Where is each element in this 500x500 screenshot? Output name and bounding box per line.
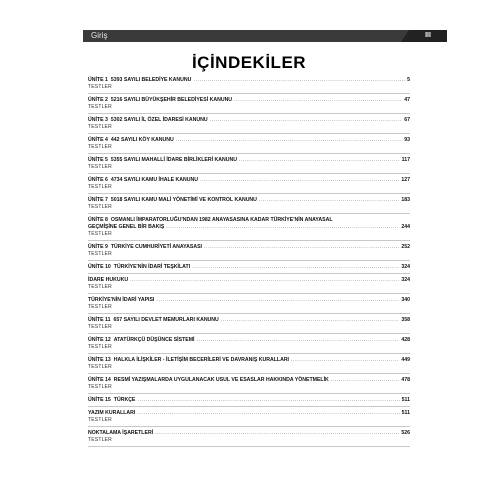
toc-leader-dots: [221, 317, 400, 324]
toc-line: [88, 377, 410, 384]
toc-leader-dots: [204, 244, 399, 251]
toc-title: GEÇMİŞİNE GENEL BİR BAKIŞ: [88, 224, 165, 230]
page-number-roman: III: [409, 30, 447, 42]
toc-line: [88, 264, 410, 271]
toc-leader-dots: [200, 177, 399, 184]
toc-leader-dots: [331, 377, 400, 384]
toc-entry[interactable]: [88, 94, 410, 114]
toc-line: [88, 177, 410, 184]
toc-leader-dots: [176, 137, 402, 144]
toc-entry[interactable]: [88, 174, 410, 194]
toc-unit-label: ÜNİTE 1: [88, 77, 108, 83]
toc-tests-label: TESTLER: [88, 304, 112, 310]
toc-leader-dots: [193, 77, 405, 84]
toc-tests-label: TESTLER: [88, 164, 112, 170]
toc-line: [88, 224, 410, 231]
toc-tests-label: TESTLER: [88, 384, 112, 390]
toc-title: 5302 SAYILI İL ÖZEL İDARESİ KANUNU: [110, 117, 208, 123]
toc-unit-label: ÜNİTE 7: [88, 197, 108, 203]
toc-page-number: 117: [401, 157, 410, 163]
toc-tests-label: TESTLER: [88, 84, 112, 90]
toc-list: [88, 74, 410, 447]
toc-entry[interactable]: [88, 261, 410, 274]
toc-title: NOKTALAMA İŞARETLERİ: [88, 430, 154, 436]
toc-line: [88, 397, 410, 404]
toc-line: [88, 97, 410, 104]
toc-line: [88, 197, 410, 204]
toc-page-number: 47: [404, 97, 410, 103]
toc-title: İDARE HUKUKU: [88, 277, 129, 283]
toc-entry[interactable]: [88, 194, 410, 214]
toc-title: HALKLA İLİŞKİLER - İLETİŞİM BECERİLERİ VE DAVRANIŞ KURALLARI: [113, 357, 290, 363]
toc-leader-dots: [196, 337, 399, 344]
toc-page-number: 252: [401, 244, 410, 250]
toc-tests-label: TESTLER: [88, 364, 112, 370]
toc-tests-label: TESTLER: [88, 251, 112, 257]
toc-leader-dots: [192, 264, 399, 271]
toc-entry[interactable]: [88, 354, 410, 374]
toc-page-number: 511: [401, 397, 410, 403]
section-label: Giriş: [91, 31, 108, 40]
toc-unit-label: ÜNİTE 4: [88, 137, 108, 143]
toc-unit-label: ÜNİTE 10: [88, 264, 111, 270]
toc-title: 5216 SAYILI BÜYÜKŞEHİR BELEDİYESİ KANUNU: [110, 97, 233, 103]
toc-title: RESMİ YAZIŞMALARDA UYGULANACAK USUL VE ESASLAR HAKKINDA YÖNETMELİK: [113, 377, 329, 383]
toc-page-number: 127: [401, 177, 410, 183]
toc-unit-label: ÜNİTE 13: [88, 357, 111, 363]
toc-leader-dots: [156, 297, 399, 304]
toc-page-number: 93: [404, 137, 410, 143]
toc-leader-dots: [166, 224, 399, 231]
toc-unit-label: ÜNİTE 11: [88, 317, 111, 323]
toc-title: 5393 SAYILI BELEDİYE KANUNU: [110, 77, 192, 83]
toc-tests-label: TESTLER: [88, 184, 112, 190]
toc-leader-dots: [239, 157, 400, 164]
toc-line: [88, 137, 410, 144]
toc-tests-label: TESTLER: [88, 124, 112, 130]
toc-title: TÜRKİYE CUMHURİYETİ ANAYASASI: [110, 244, 202, 250]
toc-entry[interactable]: [88, 134, 410, 154]
toc-tests-label: TESTLER: [88, 104, 112, 110]
toc-page-number: 67: [404, 117, 410, 123]
toc-leader-dots: [291, 357, 399, 364]
toc-leader-dots: [259, 197, 399, 204]
toc-title: YAZIM KURALLARI: [88, 410, 136, 416]
toc-page-number: 526: [401, 430, 410, 436]
toc-entry[interactable]: [88, 214, 410, 241]
toc-tests-label: TESTLER: [88, 344, 112, 350]
toc-page: [88, 30, 431, 447]
toc-title: 657 SAYILI DEVLET MEMURLARI KANUNU: [113, 317, 219, 323]
toc-page-number: 511: [401, 410, 410, 416]
toc-tests-label: TESTLER: [88, 417, 112, 423]
toc-entry[interactable]: [88, 114, 410, 134]
toc-tests-label: TESTLER: [88, 324, 112, 330]
toc-tests-label: TESTLER: [88, 231, 112, 237]
header-notch: [401, 30, 409, 42]
page-title: İÇİNDEKİLER: [191, 53, 307, 72]
toc-line: [88, 157, 410, 164]
toc-unit-label: ÜNİTE 14: [88, 377, 111, 383]
toc-entry[interactable]: [88, 407, 410, 427]
toc-leader-dots: [137, 397, 399, 404]
toc-page-number: 324: [401, 277, 410, 283]
toc-leader-dots: [137, 410, 399, 417]
toc-unit-label: ÜNİTE 8: [88, 217, 108, 223]
toc-line: [88, 297, 410, 304]
toc-title: ATATÜRKÇÜ DÜŞÜNCE SİSTEMİ: [113, 337, 195, 343]
toc-title: TÜRKÇE: [113, 397, 136, 403]
toc-unit-label: ÜNİTE 12: [88, 337, 111, 343]
toc-page-number: 478: [401, 377, 410, 383]
toc-line: [88, 430, 410, 437]
toc-page-number: 5: [407, 77, 410, 83]
toc-page-number: 183: [401, 197, 410, 203]
toc-title: TÜRKİYE'NİN İDARİ YAPISI: [88, 297, 155, 303]
toc-page-number: 244: [401, 224, 410, 230]
toc-title: 4734 SAYILI KAMU İHALE KANUNU: [110, 177, 199, 183]
toc-leader-dots: [155, 430, 399, 437]
toc-entry[interactable]: [88, 334, 410, 354]
toc-title: 442 SAYILI KÖY KANUNU: [110, 137, 174, 143]
toc-entry[interactable]: [88, 427, 410, 447]
toc-leader-dots: [234, 97, 402, 104]
toc-line: [88, 357, 410, 364]
toc-line: [88, 244, 410, 251]
toc-line: [88, 337, 410, 344]
toc-line: [88, 317, 410, 324]
toc-unit-label: ÜNİTE 6: [88, 177, 108, 183]
toc-unit-label: ÜNİTE 5: [88, 157, 108, 163]
toc-page-number: 428: [401, 337, 410, 343]
toc-entry[interactable]: [88, 294, 410, 314]
toc-unit-label: ÜNİTE 9: [88, 244, 108, 250]
toc-entry[interactable]: [88, 274, 410, 294]
toc-unit-label: ÜNİTE 2: [88, 97, 108, 103]
toc-entry[interactable]: [88, 74, 410, 94]
toc-tests-label: TESTLER: [88, 204, 112, 210]
toc-entry[interactable]: [88, 314, 410, 334]
toc-title: 5355 SAYILI MAHALLİ İDARE BİRLİKLERİ KANUNU: [110, 157, 237, 163]
toc-line: [88, 117, 410, 124]
toc-page-number: 449: [401, 357, 410, 363]
toc-page-number: 324: [401, 264, 410, 270]
toc-line: [88, 410, 410, 417]
toc-line: [88, 277, 410, 284]
toc-entry-title-line1: [88, 217, 410, 224]
toc-leader-dots: [210, 117, 403, 124]
toc-unit-label: ÜNİTE 15: [88, 397, 111, 403]
toc-tests-label: TESTLER: [88, 437, 112, 443]
toc-title: TÜRKİYE'NİN İDARİ TEŞKİLATI: [113, 264, 191, 270]
toc-entry[interactable]: [88, 374, 410, 394]
toc-page-number: 358: [401, 317, 410, 323]
toc-title: 5018 SAYILI KAMU MALİ YÖNETİMİ VE KONTROL KANUNU: [110, 197, 257, 203]
toc-entry[interactable]: [88, 154, 410, 174]
toc-title: OSMANLI İMPARATORLUĞU'NDAN 1982 ANAYASASINA KADAR TÜRKİYE'NİN ANAYASAL: [110, 217, 333, 223]
toc-unit-label: ÜNİTE 3: [88, 117, 108, 123]
page-header-bar: [83, 30, 447, 42]
toc-tests-label: TESTLER: [88, 144, 112, 150]
toc-entry[interactable]: [88, 241, 410, 261]
toc-leader-dots: [130, 277, 399, 284]
toc-line: [88, 77, 410, 84]
toc-tests-label: TESTLER: [88, 284, 112, 290]
toc-page-number: 340: [401, 297, 410, 303]
toc-entry[interactable]: [88, 394, 410, 407]
